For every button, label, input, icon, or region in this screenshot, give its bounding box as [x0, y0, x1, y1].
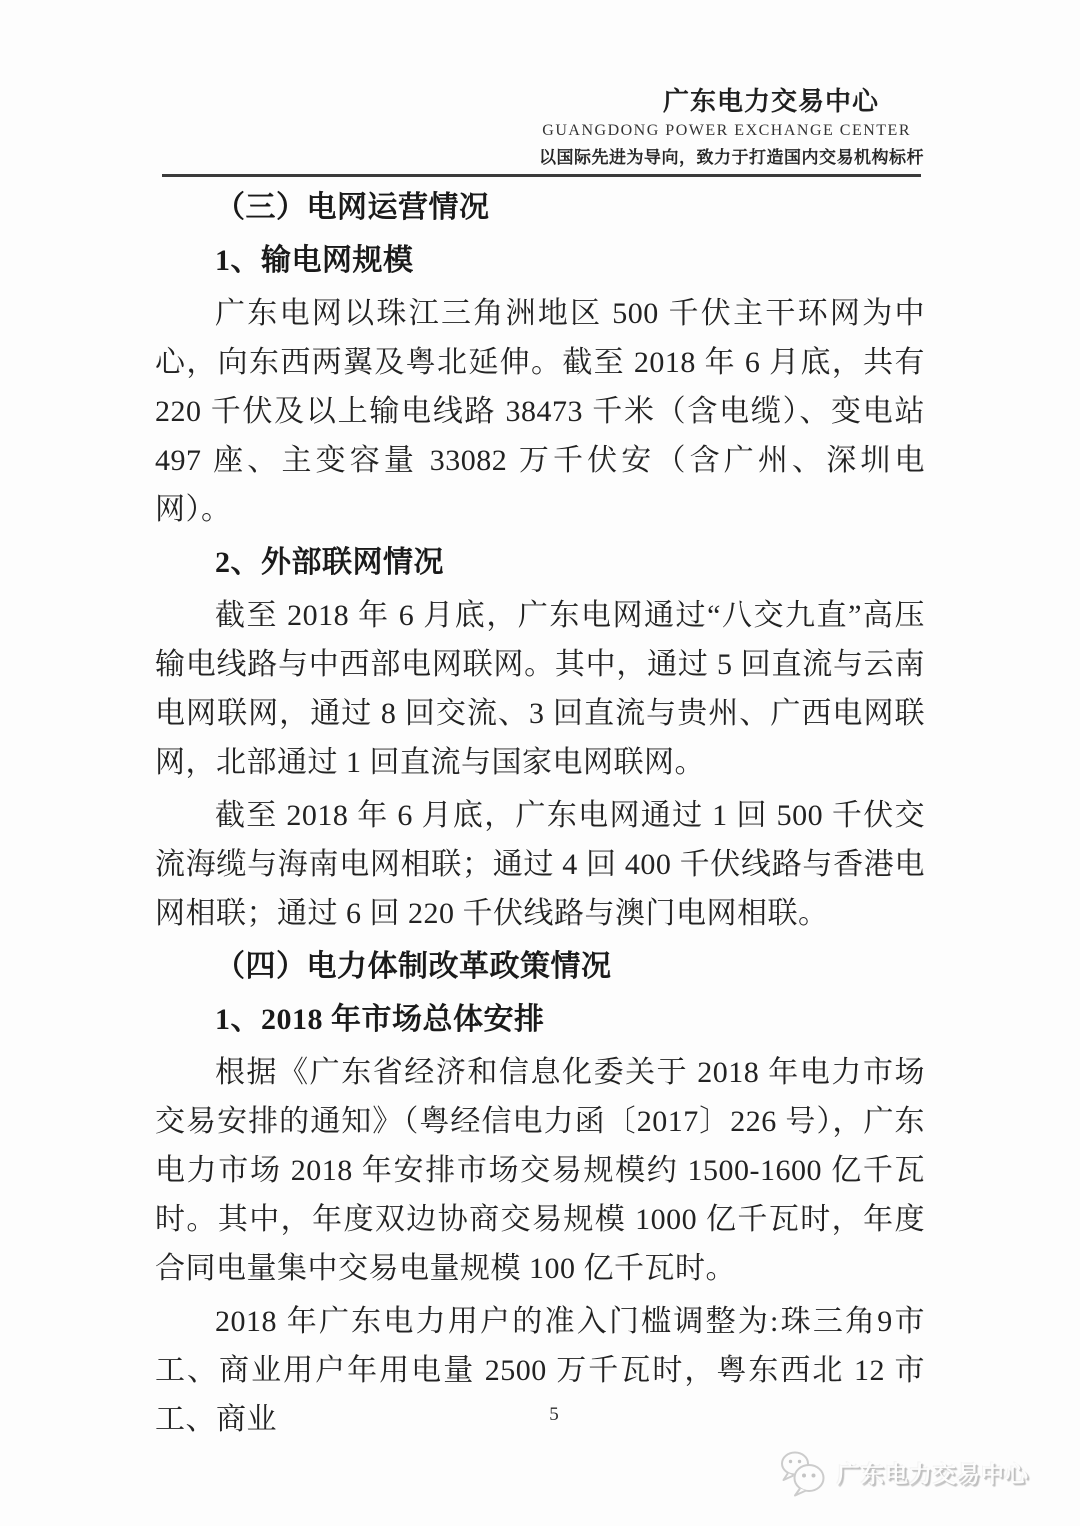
section-heading: 1、2018 年市场总体安排 — [215, 1003, 545, 1036]
section-heading: （三）电网运营情况 — [215, 191, 490, 224]
brand-watermark — [778, 1450, 1029, 1498]
section-heading: （四）电力体制改革政策情况 — [215, 950, 612, 983]
brand-name: 广东电力交易中心 — [837, 1461, 1029, 1487]
section-heading: 2、外部联网情况 — [215, 546, 444, 579]
page-number: 5 — [549, 1404, 559, 1425]
document-body — [155, 183, 925, 1444]
letterhead-title: 广东电力交易中心 — [662, 86, 879, 116]
paragraph: 截至 2018 年 6 月底，广东电网通过 1 回 500 千伏交流海缆与海南电网相联；通过 4 回 400 千伏线路与香港电网相联；通过 6 回 220 千伏线路与澳门电网相联。 — [155, 799, 925, 930]
letterhead-tagline: 以国际先进为导向，致力于打造国内交易机构标杆 — [539, 148, 924, 167]
paragraph: 广东电网以珠江三角洲地区 500 千伏主干环网为中心，向东西两翼及粤北延伸。截至 2018 年 6 月底，共有 220 千伏及以上输电线路 38473 千米（含电缆）、变电站 497 座、主变容量 33082 万千伏安（含广州、深圳电网）。 — [155, 297, 925, 526]
paragraph: 截至 2018 年 6 月底，广东电网通过“八交九直”高压输电线路与中西部电网联网。其中，通过 5 回直流与云南电网联网，通过 8 回交流、3 回直流与贵州、广西电网联网，北部通过 1 回直流与国家电网联网。 — [155, 599, 925, 779]
section-heading: 1、输电网规模 — [215, 244, 414, 277]
paragraph: 2018 年广东电力用户的准入门槛调整为:珠三角9市工、商业用户年用电量 2500 万千瓦时，粤东西北 12 市工、商业 — [155, 1305, 925, 1436]
letterhead-subtitle: GUANGDONG POWER EXCHANGE CENTER — [542, 122, 911, 139]
wechat-icon — [778, 1450, 828, 1498]
paragraph: 根据《广东省经济和信息化委关于 2018 年电力市场交易安排的通知》（粤经信电力函〔2017〕226 号），广东电力市场 2018 年安排市场交易规模约 1500-1600 亿千瓦时。其中，年度双边协商交易规模 1000 亿千瓦时，年度合同电量集中交易电量规模 100 亿千瓦时。 — [155, 1056, 925, 1285]
letterhead-divider — [162, 174, 921, 177]
